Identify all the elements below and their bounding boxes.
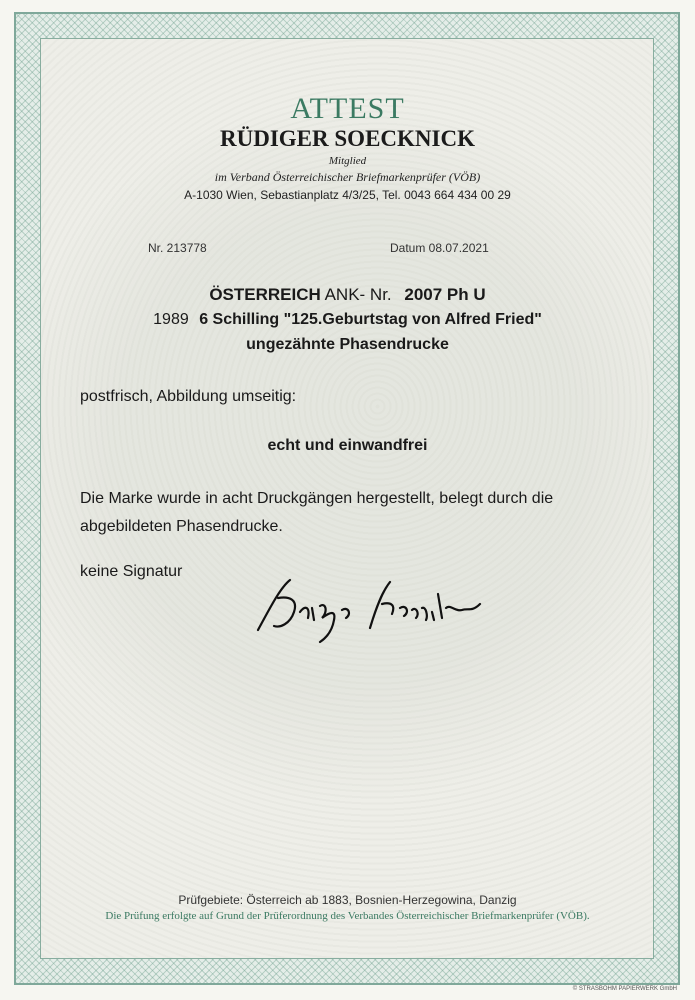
printing-note: Die Marke wurde in acht Druckgängen hergestellt, belegt durch die abgebildeten Phasendrucke. xyxy=(80,490,554,535)
examination-areas: Prüfgebiete: Österreich ab 1883, Bosnien-Herzegowina, Danzig xyxy=(178,893,517,907)
member-label: Mitglied xyxy=(328,155,367,167)
handwritten-signature xyxy=(250,568,490,648)
condition-text: postfrisch, Abbildung umseitig: xyxy=(80,388,297,405)
certificate-date: Datum 08.07.2021 xyxy=(390,241,489,255)
certificate-number: Nr. 213778 xyxy=(148,241,207,255)
stamp-description-line xyxy=(0,311,695,329)
stamp-variant: ungezähnte Phasendrucke xyxy=(246,336,449,353)
catalog-prefix: ANK- Nr. xyxy=(324,285,392,304)
printer-imprint: © STRASBOHM PAPIERWERK GmbH xyxy=(572,986,677,992)
certificate-title: ATTEST xyxy=(290,92,405,125)
expert-name: RÜDIGER SOECKNICK xyxy=(220,126,475,151)
stamp-description: 6 Schilling "125.Geburtstag von Alfred Fried" xyxy=(199,311,542,328)
association-name: im Verband Österreichischer Briefmarkenprüfer (VÖB) xyxy=(214,170,481,184)
catalog-number: 2007 Ph U xyxy=(404,285,486,304)
stamp-catalog-line xyxy=(0,285,695,305)
signature-note: keine Signatur xyxy=(80,563,183,580)
verdict-text: echt und einwandfrei xyxy=(267,437,428,454)
stamp-year: 1989 xyxy=(153,311,189,328)
expert-address: A-1030 Wien, Sebastianplatz 4/3/25, Tel. 0043 664 434 00 29 xyxy=(184,188,511,202)
country: ÖSTERREICH xyxy=(209,285,321,304)
legal-notice: Die Prüfung erfolgte auf Grund der Prüferordnung des Verbandes Österreichischer Briefmarkenprüfer (VÖB). xyxy=(105,910,590,922)
